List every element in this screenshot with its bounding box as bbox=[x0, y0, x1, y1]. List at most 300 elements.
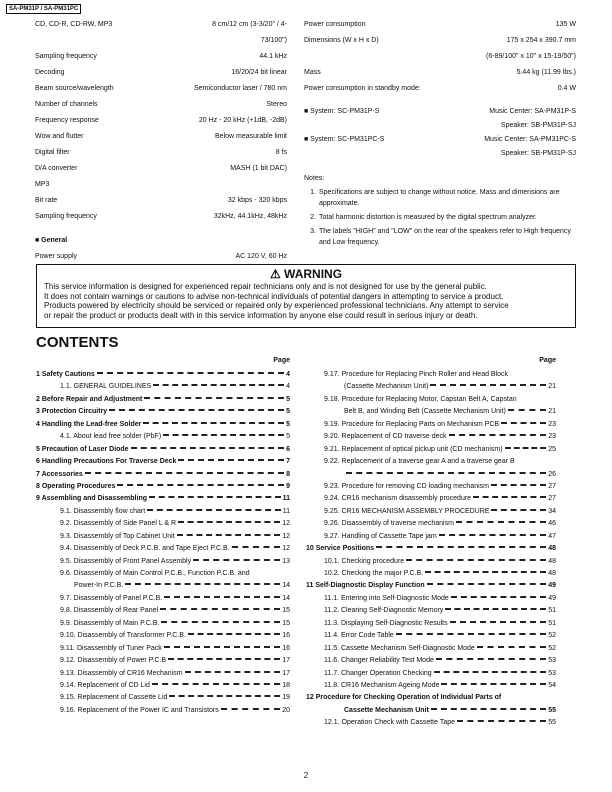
spec-value: 32kHz, 44.1kHz, 48kHz bbox=[213, 213, 287, 220]
toc-entry-page: 51 bbox=[548, 607, 556, 615]
spec-row bbox=[35, 209, 287, 225]
toc-entry-title: 9.2. Disassembly of Side Panel L & R bbox=[60, 520, 177, 528]
toc-entry[interactable] bbox=[36, 369, 290, 381]
toc-entry-title: 9 Assembling and Disassembling bbox=[36, 495, 147, 503]
note-text: Specifications are subject to change without notice. Mass and dimensions are approximate. bbox=[319, 189, 560, 207]
toc-entry-page: 49 bbox=[548, 594, 556, 602]
toc-leader-dashes bbox=[143, 422, 284, 424]
note-item bbox=[304, 226, 576, 248]
note-number: 2. bbox=[310, 214, 316, 221]
toc-entry-page: 53 bbox=[548, 657, 556, 665]
toc-leader-dashes bbox=[439, 534, 546, 536]
toc-leader-dashes bbox=[188, 633, 280, 635]
toc-entry[interactable] bbox=[36, 493, 290, 505]
toc-leader-dashes bbox=[457, 720, 546, 722]
toc-entry-title: 12 Procedure for Checking Operation of Individual Parts of bbox=[306, 694, 502, 702]
toc-entry[interactable] bbox=[306, 605, 556, 617]
spec-row bbox=[304, 65, 576, 81]
toc-entry[interactable] bbox=[306, 481, 556, 493]
toc-entry-title: 1 Safety Cautions bbox=[36, 371, 95, 378]
toc-entry-page: 15 bbox=[282, 619, 290, 627]
toc-entry-title: 11.2. Clearing Self-Diagnostic Memory bbox=[324, 607, 444, 615]
toc-entry-title: 9.22. Replacement of a traverse gear A and a traverse gear B bbox=[324, 458, 515, 466]
toc-entry[interactable] bbox=[36, 655, 290, 667]
system-row bbox=[304, 147, 576, 161]
toc-entry[interactable] bbox=[36, 469, 290, 481]
toc-entry-title: 3 Protection Circuitry bbox=[36, 408, 108, 416]
spec-value: 0.4 W bbox=[557, 85, 576, 92]
toc-entry-page: 21 bbox=[548, 383, 556, 391]
toc-entry-page: 19 bbox=[282, 694, 290, 702]
toc-left-list bbox=[36, 369, 290, 717]
spec-label: Wow and flutter bbox=[35, 133, 84, 140]
toc-entry-title: 8 Operating Procedures bbox=[36, 482, 116, 490]
toc-entry-page: 13 bbox=[282, 557, 290, 565]
specs-left-column bbox=[35, 17, 287, 265]
toc-leader-dashes bbox=[445, 608, 546, 610]
toc-entry[interactable] bbox=[36, 506, 290, 518]
toc-leader-dashes bbox=[152, 683, 280, 685]
spec-value: 44.1 kHz bbox=[259, 53, 287, 60]
toc-leader-dashes bbox=[477, 646, 546, 648]
toc-entry-title: 10 Service Positions bbox=[306, 545, 375, 553]
toc-entry[interactable] bbox=[306, 431, 556, 443]
toc-entry-page: 23 bbox=[548, 420, 556, 428]
toc-entry-title: 12.1. Operation Check with Cassette Tape bbox=[324, 719, 456, 727]
toc-entry-title: (Cassette Mechanism Unit) bbox=[344, 383, 429, 391]
toc-entry[interactable] bbox=[306, 593, 556, 605]
toc-leader-dashes bbox=[425, 571, 546, 573]
toc-entry-title: 11.1. Entering into Self-Diagnostic Mode bbox=[324, 594, 449, 602]
toc-entry-page: 47 bbox=[548, 532, 556, 540]
toc-entry-title: 9.26. Disassembly of traverse mechanism bbox=[324, 520, 454, 528]
toc-entry-title: 4 Handling the Lead-free Solder bbox=[36, 420, 142, 428]
toc-entry-page: 15 bbox=[282, 607, 290, 615]
notes-block bbox=[304, 173, 576, 248]
toc-entry-page: 12 bbox=[282, 532, 290, 540]
toc-entry-title: 1.1. GENERAL GUIDELINES bbox=[60, 383, 152, 391]
toc-entry-title: 9.1. Disassembly flow chart bbox=[60, 507, 146, 515]
toc-entry[interactable] bbox=[306, 543, 556, 555]
toc-entry-title: 9.7. Disassembly of Panel P.C.B. bbox=[60, 594, 163, 602]
warning-line: This service information is designed for experienced repair technicians only and is not designed for use by the general public. bbox=[44, 282, 487, 291]
toc-entry-page: 14 bbox=[282, 594, 290, 602]
warning-line: Products powered by electricity should be serviced or repaired only by experienced professional technicians. Any attempt to service bbox=[44, 301, 509, 310]
toc-entry-page: 4 bbox=[286, 383, 290, 391]
page-number: 2 bbox=[303, 771, 309, 780]
toc-entry-title: 5 Precaution of Laser Diode bbox=[36, 445, 129, 453]
toc-leader-dashes bbox=[406, 559, 546, 561]
toc-entry-title: 11.5. Cassette Mechanism Self-Diagnostic Mode bbox=[324, 644, 475, 652]
spec-value: 73/100") bbox=[260, 37, 287, 44]
toc-entry-title: 10.1. Checking procedure bbox=[324, 557, 405, 565]
toc-leader-dashes bbox=[168, 658, 280, 660]
toc-entry[interactable] bbox=[36, 406, 290, 418]
warning-line: or repair the product or products dealt with in this service information by anyone else could result in serious injury or death. bbox=[44, 310, 478, 320]
system-row bbox=[304, 133, 576, 147]
toc-entry-page: 48 bbox=[548, 557, 556, 565]
spec-row bbox=[35, 49, 287, 65]
toc-entry-page: 12 bbox=[282, 545, 290, 553]
spec-row bbox=[35, 17, 287, 33]
toc-entry-page: 18 bbox=[282, 681, 290, 689]
spec-row bbox=[35, 65, 287, 81]
toc-entry-title: 9.3. Disassembly of Top Cabinet Unit bbox=[60, 532, 175, 540]
toc-entry-title: 11.7. Changer Operation Checking bbox=[324, 669, 432, 677]
spec-row bbox=[35, 113, 287, 129]
system-row bbox=[304, 119, 576, 133]
spec-row bbox=[304, 33, 576, 49]
toc-entry[interactable] bbox=[36, 456, 290, 468]
toc-leader-dashes bbox=[232, 546, 281, 548]
toc-entry[interactable] bbox=[306, 469, 556, 481]
spec-label: Sampling frequency bbox=[35, 213, 97, 220]
toc-entry[interactable] bbox=[306, 394, 556, 406]
toc-leader-dashes bbox=[131, 447, 285, 449]
spec-label: Dimensions (W x H x D) bbox=[304, 37, 379, 44]
toc-entry[interactable] bbox=[36, 643, 290, 655]
toc-entry-title: 9.21. Replacement of optical pickup unit (CD mechanism) bbox=[324, 445, 503, 453]
toc-entry-page: 53 bbox=[548, 669, 556, 677]
specs-left-list bbox=[35, 17, 287, 225]
toc-left-column bbox=[36, 354, 290, 717]
toc-leader-dashes bbox=[221, 708, 280, 710]
toc-entry[interactable] bbox=[36, 543, 290, 555]
warning-line: It does not contain warnings or cautions to advise non-technical individuals of potential dangers in attempting to service a product. bbox=[44, 291, 504, 301]
spec-label: Sampling frequency bbox=[35, 53, 97, 60]
toc-entry-title: Belt B, and Winding Belt (Cassette Mechanism Unit) bbox=[344, 408, 506, 416]
toc-leader-dashes bbox=[508, 409, 546, 411]
toc-leader-dashes bbox=[160, 608, 280, 610]
toc-entry[interactable] bbox=[306, 419, 556, 431]
toc-entry-title: 9.17. Procedure for Replacing Pinch Roller and Head Block bbox=[324, 371, 509, 378]
toc-entry-title: 11 Self-Diagnostic Display Function bbox=[306, 582, 425, 590]
spec-label: Number of channels bbox=[35, 101, 98, 108]
toc-leader-dashes bbox=[396, 633, 546, 635]
toc-leader-dashes bbox=[85, 472, 284, 474]
toc-entry-page: 5 bbox=[286, 433, 290, 441]
toc-leader-dashes bbox=[163, 434, 284, 436]
spec-row-power-supply bbox=[35, 249, 287, 265]
toc-entry[interactable] bbox=[36, 419, 290, 431]
system-row bbox=[304, 105, 576, 119]
spec-label: Mass bbox=[304, 69, 321, 76]
toc-entry-title: 9.4. Disassembly of Deck P.C.B. and Tape Eject P.C.B. bbox=[60, 545, 230, 553]
spec-label: Bit rate bbox=[35, 197, 58, 204]
spec-value: MASH (1 bit DAC) bbox=[230, 165, 287, 172]
spec-value: 5.44 kg (11.99 lbs.) bbox=[516, 69, 576, 76]
toc-entry-page: 11 bbox=[282, 507, 290, 515]
toc-leader-dashes bbox=[451, 596, 546, 598]
spec-label: Frequency response bbox=[35, 117, 99, 124]
page-column-header: Page bbox=[273, 357, 290, 364]
spec-row bbox=[35, 129, 287, 145]
toc-entry-title: 9.8. Disassembly of Rear Panel bbox=[60, 607, 159, 615]
toc-entry[interactable] bbox=[306, 668, 556, 680]
toc-entry[interactable] bbox=[306, 705, 556, 717]
toc-entry-page: 7 bbox=[286, 458, 290, 466]
toc-leader-dashes bbox=[376, 546, 546, 548]
spec-label: Digital filter bbox=[35, 149, 70, 156]
toc-entry-page: 26 bbox=[548, 470, 556, 478]
spec-label: Power consumption bbox=[304, 21, 366, 28]
spec-label: CD, CD-R, CD-RW, MP3 bbox=[35, 21, 113, 28]
toc-entry-title: 9.5. Disassembly of Front Panel Assembly bbox=[60, 557, 192, 565]
spec-value: 16/20/24 bit linear bbox=[231, 69, 287, 76]
toc-leader-dashes bbox=[441, 683, 546, 685]
note-item bbox=[304, 187, 576, 209]
toc-entry[interactable] bbox=[306, 692, 556, 704]
toc-entry[interactable] bbox=[306, 518, 556, 530]
warning-text bbox=[37, 281, 575, 321]
toc-entry-page: 27 bbox=[548, 482, 556, 490]
toc-entry-page: 5 bbox=[286, 395, 290, 403]
spacer bbox=[35, 225, 287, 233]
toc-leader-dashes bbox=[431, 708, 546, 710]
toc-entry-page: 46 bbox=[548, 520, 556, 528]
specs-right-list bbox=[304, 17, 576, 97]
toc-entry-title: 11.8. CR16 Mechanism Ageing Mode bbox=[324, 681, 440, 689]
spec-value: 175 x 254 x 390.7 mm bbox=[506, 37, 576, 44]
toc-leader-dashes bbox=[456, 521, 546, 523]
notes-heading: Notes: bbox=[304, 175, 325, 182]
toc-entry-title: 11.3. Displaying Self-Diagnostic Results bbox=[324, 619, 448, 627]
model-tag: SA-PM31P / SA-PM31PC bbox=[6, 4, 81, 14]
note-number: 1. bbox=[310, 189, 316, 196]
toc-entry[interactable] bbox=[36, 381, 290, 393]
toc-entry[interactable] bbox=[36, 680, 290, 692]
toc-entry[interactable] bbox=[306, 369, 556, 381]
toc-entry[interactable] bbox=[306, 618, 556, 630]
toc-entry-title: 9.19. Procedure for Replacing Parts on Mechanism PCB bbox=[324, 420, 500, 428]
toc-leader-dashes bbox=[125, 583, 280, 585]
spec-value: Below measurable limit bbox=[215, 133, 287, 140]
spec-value: 20 Hz - 20 kHz (+1dB, -2dB) bbox=[198, 117, 287, 124]
toc-entry-page: 21 bbox=[548, 408, 556, 416]
toc-entry-title: 4.1. About lead free solder (PbF) bbox=[60, 433, 162, 441]
toc-leader-dashes bbox=[178, 521, 280, 523]
spec-label: Power supply bbox=[35, 253, 78, 260]
toc-entry-page: 6 bbox=[286, 445, 290, 453]
toc-entry-page: 48 bbox=[548, 570, 556, 577]
spec-value: Semiconductor laser / 780 nm bbox=[194, 85, 287, 92]
toc-entry[interactable] bbox=[36, 431, 290, 443]
warning-triangle-icon: ⚠ bbox=[269, 267, 281, 281]
spec-row bbox=[35, 81, 287, 97]
toc-entry-title: 9.14. Replacement of CD Lid bbox=[60, 681, 150, 689]
spec-value: (6-89/100" x 10" x 15-19/50") bbox=[486, 53, 576, 60]
toc-entry[interactable] bbox=[306, 456, 556, 468]
toc-entry[interactable] bbox=[306, 406, 556, 418]
toc-entry-title: 9.24. CR16 mechanism disassembly procedure bbox=[324, 495, 472, 503]
toc-entry-title: 9.15. Replacement of Cassette Lid bbox=[60, 694, 168, 702]
toc-entry[interactable] bbox=[36, 568, 290, 580]
toc-leader-dashes bbox=[164, 596, 280, 598]
toc-leader-dashes bbox=[144, 397, 284, 399]
toc-entry[interactable] bbox=[36, 556, 290, 568]
toc-entry[interactable] bbox=[36, 481, 290, 493]
toc-leader-dashes bbox=[473, 496, 546, 498]
toc-right-column bbox=[306, 354, 556, 730]
spec-label: MP3 bbox=[35, 181, 50, 188]
toc-entry[interactable] bbox=[36, 605, 290, 617]
toc-entry[interactable] bbox=[36, 531, 290, 543]
toc-entry-page: 51 bbox=[548, 619, 556, 627]
spec-value: 8 fs bbox=[275, 149, 287, 156]
toc-entry-page: 52 bbox=[548, 632, 556, 640]
notes-list bbox=[304, 187, 576, 248]
spec-row bbox=[304, 49, 576, 65]
toc-leader-dashes bbox=[149, 496, 281, 498]
spacer bbox=[304, 161, 576, 169]
toc-entry[interactable] bbox=[306, 444, 556, 456]
toc-entry-title: 9.25. CR16 MECHANISM ASSEMBLY PROCEDURE bbox=[324, 507, 490, 515]
toc-entry[interactable] bbox=[36, 668, 290, 680]
spec-row bbox=[35, 161, 287, 177]
toc-entry-title: 11.6. Changer Reliability Test Mode bbox=[324, 657, 434, 665]
spec-value: Speaker: SB-PM31P-SJ bbox=[500, 150, 576, 157]
toc-leader-dashes bbox=[430, 384, 546, 386]
toc-entry-title: Cassette Mechanism Unit bbox=[344, 706, 429, 714]
toc-entry-title: 9.27. Handling of Cassette Tape jam bbox=[324, 532, 437, 540]
toc-entry[interactable] bbox=[306, 717, 556, 729]
toc-entry-page: 16 bbox=[282, 644, 290, 652]
toc-entry-page: 25 bbox=[548, 445, 556, 453]
toc-entry[interactable] bbox=[306, 506, 556, 518]
toc-entry[interactable] bbox=[36, 518, 290, 530]
toc-entry-page: 17 bbox=[282, 657, 290, 665]
warning-title-text: WARNING bbox=[284, 267, 343, 281]
toc-entry-title: 11.4. Error Code Table bbox=[324, 632, 394, 640]
toc-entry-page: 5 bbox=[286, 420, 290, 428]
toc-entry[interactable] bbox=[36, 593, 290, 605]
toc-entry[interactable] bbox=[306, 381, 556, 393]
toc-leader-dashes bbox=[97, 372, 284, 374]
toc-leader-dashes bbox=[178, 459, 284, 461]
toc-leader-dashes bbox=[427, 583, 547, 585]
toc-entry-title: 9.13. Disassembly of CR16 Mechanism bbox=[60, 669, 183, 677]
note-text: The labels "HIGH" and "LOW" on the rear of the speakers refer to High frequency and Low frequency. bbox=[319, 228, 571, 246]
toc-leader-dashes bbox=[193, 559, 280, 561]
specs-right-column bbox=[304, 17, 576, 248]
toc-entry-page: 23 bbox=[548, 433, 556, 441]
toc-entry-title: 10.2. Checking the major P.C.B. bbox=[324, 570, 424, 577]
toc-entry-page: 9 bbox=[286, 482, 290, 490]
toc-entry[interactable] bbox=[36, 705, 290, 717]
toc-entry-title: 9.10. Disassembly of Transformer P.C.B. bbox=[60, 632, 186, 640]
note-number: 3. bbox=[310, 228, 316, 235]
warning-box bbox=[36, 264, 576, 328]
spec-label: ■ System: SC-PM31PC-S bbox=[304, 136, 385, 143]
toc-leader-dashes bbox=[449, 434, 547, 436]
toc-leader-dashes bbox=[491, 484, 546, 486]
spec-label: D/A converter bbox=[35, 165, 78, 172]
spec-value: Music Center: SA-PM31P-S bbox=[489, 108, 576, 115]
toc-entry-title: 9.16. Replacement of the Power IC and Transistors bbox=[60, 706, 219, 714]
spec-label: Beam source/wavelength bbox=[35, 85, 114, 92]
toc-entry[interactable] bbox=[306, 580, 556, 592]
toc-entry[interactable] bbox=[306, 531, 556, 543]
toc-leader-dashes bbox=[434, 671, 547, 673]
toc-entry[interactable] bbox=[36, 618, 290, 630]
toc-entry-title: 6 Handling Precautions For Traverse Deck bbox=[36, 458, 177, 466]
note-item bbox=[304, 212, 576, 223]
toc-leader-dashes bbox=[169, 695, 280, 697]
toc-entry[interactable] bbox=[306, 630, 556, 642]
toc-leader-dashes bbox=[147, 509, 281, 511]
toc-entry[interactable] bbox=[36, 580, 290, 592]
contents-title: CONTENTS bbox=[36, 334, 119, 351]
toc-entry-page: 20 bbox=[282, 706, 290, 714]
toc-entry[interactable] bbox=[36, 692, 290, 704]
toc-entry-page: 52 bbox=[548, 644, 556, 652]
toc-entry[interactable] bbox=[306, 556, 556, 568]
toc-entry-page: 4 bbox=[286, 371, 290, 378]
toc-leader-dashes bbox=[117, 484, 284, 486]
toc-entry-page: 34 bbox=[548, 507, 556, 515]
toc-right-list bbox=[306, 369, 556, 730]
toc-entry[interactable] bbox=[36, 394, 290, 406]
toc-entry-title: 2 Before Repair and Adjustment bbox=[36, 395, 143, 403]
spec-row bbox=[35, 177, 287, 193]
spacer bbox=[304, 97, 576, 105]
spec-value: AC 120 V, 60 Hz bbox=[235, 253, 287, 260]
toc-entry[interactable] bbox=[306, 680, 556, 692]
spec-value: 135 W bbox=[555, 21, 576, 28]
warning-title bbox=[37, 268, 575, 281]
toc-entry-page: 8 bbox=[286, 470, 290, 478]
toc-entry[interactable] bbox=[306, 568, 556, 580]
toc-entry-title: Power-In P.C.B. bbox=[74, 582, 124, 590]
toc-entry-page: 5 bbox=[286, 408, 290, 416]
toc-entry-page: 49 bbox=[548, 582, 556, 590]
spec-value: Stereo bbox=[266, 101, 287, 108]
spec-label: Decoding bbox=[35, 69, 65, 76]
spec-row bbox=[35, 97, 287, 113]
toc-entry-page: 55 bbox=[548, 719, 556, 727]
toc-entry[interactable] bbox=[306, 655, 556, 667]
toc-entry-page: 55 bbox=[548, 706, 556, 714]
toc-entry-title: 9.18. Procedure for Replacing Motor, Capstan Belt A, Capstan bbox=[324, 395, 517, 403]
toc-entry-title: 9.12. Disassembly of Power P.C.B bbox=[60, 657, 167, 665]
spec-value: 32 kbps - 320 kbps bbox=[227, 197, 287, 204]
toc-entry-title: 9.23. Procedure for removing CD loading mechanism bbox=[324, 482, 489, 490]
general-heading: ■ General bbox=[35, 237, 68, 244]
toc-entry[interactable] bbox=[36, 444, 290, 456]
toc-entry-page: 12 bbox=[282, 520, 290, 528]
toc-leader-dashes bbox=[164, 646, 280, 648]
toc-leader-dashes bbox=[491, 509, 546, 511]
toc-entry[interactable] bbox=[306, 643, 556, 655]
toc-entry-title: 9.11. Disassembly of Tuner Pack bbox=[60, 644, 162, 652]
spec-row bbox=[304, 17, 576, 33]
spec-row bbox=[35, 145, 287, 161]
toc-entry-page: 54 bbox=[548, 681, 556, 689]
toc-entry-page: 17 bbox=[282, 669, 290, 677]
toc-entry[interactable] bbox=[306, 493, 556, 505]
toc-entry-page: 11 bbox=[282, 495, 290, 503]
spec-label: Power consumption in standby mode: bbox=[304, 85, 421, 92]
spec-value: Music Center: SA-PM31PC-S bbox=[484, 136, 576, 143]
toc-leader-dashes bbox=[505, 447, 547, 449]
toc-entry-title: 7 Accessories bbox=[36, 470, 83, 478]
toc-leader-dashes bbox=[177, 534, 281, 536]
toc-leader-dashes bbox=[109, 409, 284, 411]
toc-leader-dashes bbox=[161, 621, 280, 623]
toc-entry[interactable] bbox=[36, 630, 290, 642]
toc-entry-title: 9.20. Replacement of CD traverse deck bbox=[324, 433, 447, 441]
note-text: Total harmonic distortion is measured by the digital spectrum analyzer. bbox=[319, 214, 537, 221]
